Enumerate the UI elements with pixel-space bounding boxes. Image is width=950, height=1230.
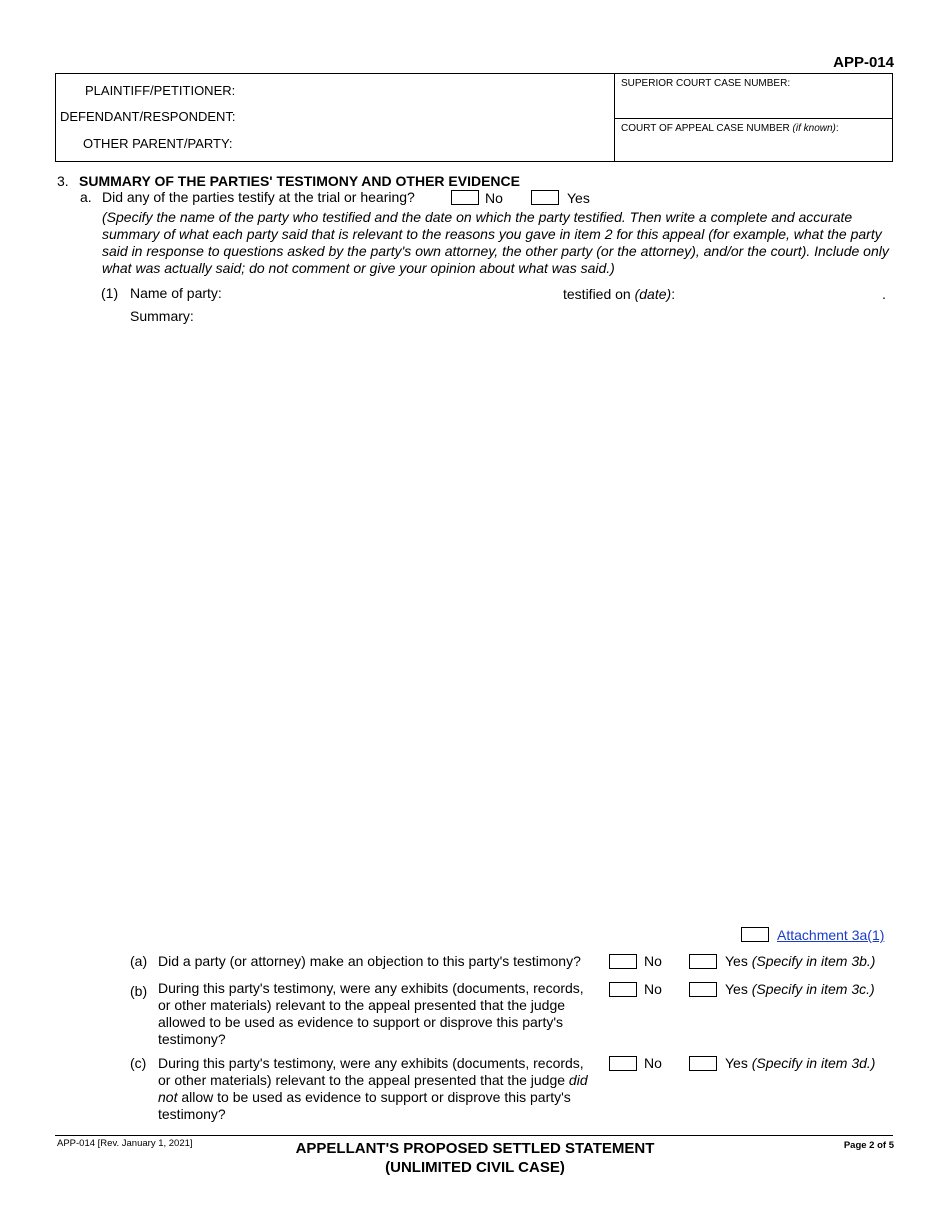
question-a-yes-checkbox[interactable]: [689, 954, 717, 969]
question-c-text-before: During this party's testimony, were any exhibits (documents, records, or other materials) relevant to the appeal presented that the judge: [158, 1055, 584, 1088]
item-a-question: Did any of the parties testify at the trial or hearing?: [102, 189, 415, 205]
date-label: (date): [634, 286, 672, 302]
testify-yes-checkbox[interactable]: [531, 190, 559, 205]
superior-case-number-field[interactable]: [615, 74, 892, 119]
name-of-party-label: Name of party:: [130, 285, 222, 301]
question-c-yes-text: Yes: [725, 1055, 748, 1071]
testified-on-label: [563, 286, 675, 303]
question-c-text-after: allow to be used as evidence to support or disprove this party's testimony?: [158, 1089, 571, 1122]
footer-title-line1: APPELLANT'S PROPOSED SETTLED STATEMENT: [295, 1140, 655, 1157]
appeal-case-label: COURT OF APPEAL CASE NUMBER: [621, 123, 790, 134]
question-a-no-checkbox[interactable]: [609, 954, 637, 969]
question-c-text-emph: did not: [158, 1072, 588, 1105]
question-a-text: Did a party (or attorney) make an objection to this party's testimony?: [158, 953, 581, 969]
question-a-no-label: No: [644, 953, 662, 969]
attachment-link[interactable]: Attachment 3a(1): [777, 927, 885, 943]
question-c-yes-checkbox[interactable]: [689, 1056, 717, 1071]
footer-divider: [55, 1135, 893, 1136]
question-b-yes-text: Yes: [725, 981, 748, 997]
question-b-text: During this party's testimony, were any exhibits (documents, records, or other materials) relevant to the appeal presented that the judge allowed to be used as evidence to support or disprove this party's testimony?: [158, 980, 584, 1047]
testify-no-label: No: [485, 190, 503, 206]
instructions: (Specify the name of the party who testified and the date on which the party testified. Then write a complete and accurate summary of what each party said that is relevant to the reasons you gave in item 2 for this appeal (for example, what the party said in response to questions asked by the party's own attorney, the other party (or the attorney), and/or the court). Include only what was actually said; do not comment or give your opinion about what was said.): [102, 209, 889, 276]
footer-title: [0, 1139, 950, 1177]
item-1-number: (1): [101, 285, 119, 301]
summary-label: Summary:: [130, 308, 194, 324]
item-a-letter: a.: [80, 189, 92, 205]
date-period: .: [882, 286, 886, 302]
question-c-no-checkbox[interactable]: [609, 1056, 637, 1071]
attachment-checkbox[interactable]: [741, 927, 769, 942]
caption-case-numbers: [615, 74, 892, 161]
caption-parties: [56, 74, 615, 161]
date-colon: :: [671, 286, 676, 302]
question-b-yes-note: (Specify in item 3c.): [751, 981, 875, 997]
testify-no-checkbox[interactable]: [451, 190, 479, 205]
question-a-letter: (a): [130, 953, 148, 969]
footer-page-number: Page 2 of 5: [843, 1140, 894, 1151]
plaintiff-label: PLAINTIFF/PETITIONER:: [85, 83, 236, 98]
other-party-label: OTHER PARENT/PARTY:: [83, 136, 233, 151]
name-of-party-input[interactable]: [228, 280, 553, 300]
question-b-no-label: No: [644, 981, 662, 997]
question-c-letter: (c): [130, 1055, 147, 1071]
form-id: APP-014: [833, 54, 894, 71]
question-c-yes-note: (Specify in item 3d.): [751, 1055, 876, 1071]
appeal-case-note: (if known): [792, 123, 836, 134]
superior-case-label: SUPERIOR COURT CASE NUMBER:: [621, 78, 791, 89]
caption-box: [55, 73, 893, 162]
footer-title-line2: (UNLIMITED CIVIL CASE): [385, 1159, 565, 1176]
section-number: 3.: [57, 173, 69, 189]
question-a-yes-text: Yes: [725, 953, 748, 969]
question-a-yes-note: (Specify in item 3b.): [751, 953, 876, 969]
summary-textarea[interactable]: [130, 330, 892, 920]
question-c-text: [158, 1055, 598, 1123]
testify-yes-label: Yes: [567, 190, 590, 206]
testified-on-text: testified on: [563, 286, 631, 302]
question-b-letter: (b): [130, 983, 148, 999]
question-c-no-label: No: [644, 1055, 662, 1071]
testified-date-input[interactable]: [683, 280, 878, 300]
question-b-yes-label: [725, 981, 875, 998]
appeal-case-number-field[interactable]: [615, 119, 892, 161]
footer-revision: APP-014 [Rev. January 1, 2021]: [57, 1138, 193, 1149]
defendant-label: DEFENDANT/RESPONDENT:: [60, 109, 236, 124]
question-c-yes-label: [725, 1055, 875, 1072]
section-heading: SUMMARY OF THE PARTIES' TESTIMONY AND OTHER EVIDENCE: [79, 173, 520, 189]
question-b-no-checkbox[interactable]: [609, 982, 637, 997]
appeal-case-colon: :: [835, 123, 839, 134]
question-a-yes-label: [725, 953, 875, 970]
question-b-yes-checkbox[interactable]: [689, 982, 717, 997]
